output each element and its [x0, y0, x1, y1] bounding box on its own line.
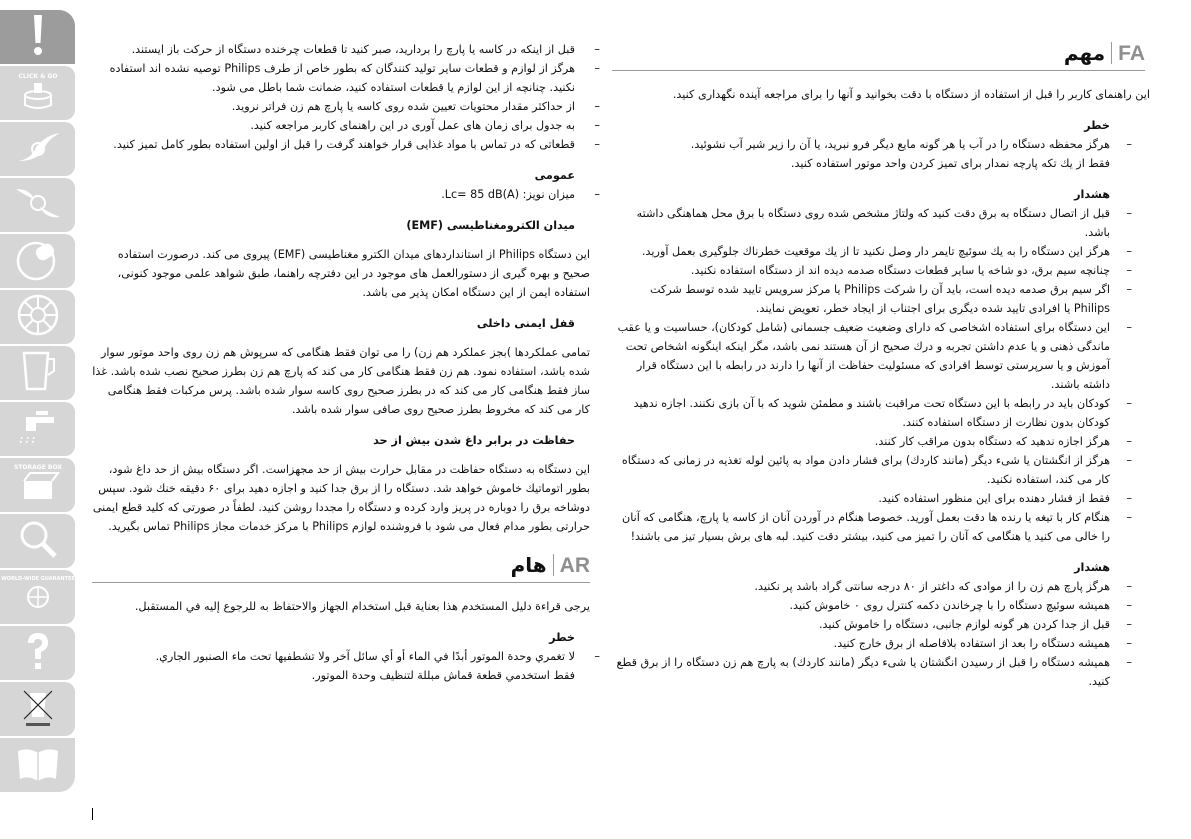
bullet-item: – میزان نویز: Lc= 85 dB(A).: [92, 185, 600, 204]
tap-cleaning-icon: [12, 403, 64, 455]
ar-section-header: [92, 554, 590, 583]
paragraph: این دستگاه Philips از استانداردهای میدان الکترو مغناطیسی (EMF) پیروی می کند. درصورت استفاده صحیح و بهره گیری از دستورالعمل های موجود در این دفترچه راهنما، طبق شواهد علمی موجود کنونی، استفاده ایمن از این دستگاه امکان پذیر می باشد.: [117, 248, 590, 299]
sidebar-tab-storage-box[interactable]: [0, 458, 75, 512]
bullet-item: – این دستگاه برای استفاده اشخاصی که دارای وضعیت ضعیف جسمانی (شامل کودکان)، حساسیت و یا عقب ماندگی ذهنی و یا عدم داشتن تجربه و درك صحیح از آن هستند نمی باشد، مگر اینکه اینگونه اشخاص تحت آموزش و یا سرپرستی توسط افرادی که مسئولیت حفاظت از آنها را دارند در رابطه با این دستگاه قرار داشته باشند.: [612, 318, 1150, 394]
bullet-item: – هنگام کار با تیغه یا رنده ها دقت بعمل آورید. خصوصا هنگام در آوردن آنان از کاسه یا پارچ، هنگامی که آنان را خالی می کنید یا هنگامی که آنان را تمیز می کنید، بیشتر دقت کنید. لبه های برش بسیار تیز می باشند!: [612, 508, 1150, 546]
bullet-item: – هرگز پارچ هم زن را از موادی که داغتر از ۸۰ درجه سانتی گراد باشد پر نکنید.: [612, 577, 1150, 596]
sidebar-tab-manual-book[interactable]: [0, 738, 75, 792]
sidebar-tab-magnifier[interactable]: [0, 514, 75, 568]
sidebar-tab-disposal-crossed-bin[interactable]: [0, 682, 75, 736]
sidebar-tab-tap-cleaning[interactable]: [0, 402, 75, 456]
fa-column-right: [612, 40, 1150, 691]
sidebar-tab-worldwide-guarantee[interactable]: [0, 570, 75, 624]
ar-content: [92, 597, 600, 685]
fa-content-continued: [92, 40, 600, 536]
bullet-item: – فقط از فشار دهنده برای این منظور استفاده کنید.: [612, 489, 1150, 508]
bullet-item: – همیشه سوئیچ دستگاه را با چرخاندن دکمه کنترل روی ۰ خاموش کنید.: [612, 596, 1150, 615]
section-heading: قفل ایمنی داخلی: [476, 317, 575, 330]
header-separator: [553, 554, 554, 576]
disposal-crossed-bin-icon: [12, 683, 64, 735]
bullet-item: – هرگز این دستگاه را به يك سوئیچ تایمر دار وصل نکنید تا از يك موقعیت خطرناك جلوگیری بعمل آورید.: [612, 242, 1150, 261]
section-heading: حفاظت در برابر داغ شدن بیش از حد: [373, 434, 575, 447]
column-left: [92, 40, 600, 685]
bullet-item: – هرگز از لوازم و قطعات سایر تولید کنندگان که بطور خاص از طرف Philips توصیه نشده اند استفاده نکنید. چنانچه از این لوازم یا قطعات استفاده کنید، ضمانت شما باطل می شود.: [92, 59, 600, 97]
section-heading: هشدار: [1074, 188, 1110, 201]
storage-box-label: STORAGE BOX: [13, 464, 62, 471]
bullet-item: – هرگز اجازه ندهید که دستگاه بدون مراقب کار کنند.: [612, 432, 1150, 451]
question-icon: [12, 627, 64, 679]
paragraph: تمامی عملکردها )بجز عملکرد هم زن) را می توان فقط هنگامی که سرپوش هم زن روی واحد موتور سوار شده باشد، استفاده نمود. هم زن فقط هنگامی کار می کند که پارچ هم زن بطرز صحیح نصب شده باشد. غذا ساز فقط هنگامی کار می کند که در بطرز صحیح روی کاسه سوار شده باشد. پرس مرکبات فقط هنگامی کار می کند که مخروط بطرز صحیح روی صافی سوار شده باشد.: [92, 346, 590, 416]
bullet-item: – قبل از جدا کردن هر گونه لوازم جانبی، دستگاه را خاموش کنید.: [612, 615, 1150, 634]
sidebar-tab-click-and-go[interactable]: [0, 66, 75, 120]
bullet-item: – از حداکثر مقدار محتویات تعیین شده روی کاسه یا پارچ هم زن فراتر نروید.: [92, 97, 600, 116]
fa-section-header: [612, 42, 1145, 71]
paragraph: این دستگاه به دستگاه حفاظت در مقابل حرارت بیش از حد مجهزاست. اگر دستگاه بیش از حد داغ شود، بطور اتوماتیك خاموش خواهد شد. دستگاه را از برق جدا کنید و اجازه دهید برای ۶۰ دقیقه خنك شود. سپس دوشاخه برق را دوباره در پریز وارد کرده و دستگاه را مجددا روشن کنید. لطفاً در صورتی که کلید قطع ایمنی حرارتی بطور مدام فعال می شود با فروشنده لوازم Philips با مرکز خدمات مجاز Philips تماس بگیرید.: [92, 463, 590, 533]
click-and-go-label: CLICK & GO: [18, 73, 57, 80]
bullet-item: – کودکان باید در رابطه با این دستگاه تحت مراقبت باشند و مطمئن شوید که با آن بازی نکنند. اجازه ندهید کودکان بدون نظارت از دستگاه استفاده کنند.: [612, 394, 1150, 432]
header-separator: [1111, 42, 1112, 64]
bullet-item: – هرگز محفظه دستگاه را در آب یا هر گونه مایع دیگر فرو نبرید، یا آن را زیر شیر آب نشوئید. فقط از يك تکه پارچه نمدار برای تمیز کردن واحد موتور استفاده کنید.: [612, 135, 1150, 173]
bullet-item: – قطعاتی که در تماس با مواد غذایی قرار خواهند گرفت را قبل از اولین استفاده بطور کامل تمیز کنید.: [92, 135, 600, 154]
ar-language-code: AR: [559, 553, 590, 577]
ar-section-title: هام: [510, 552, 547, 577]
section-heading: خطر: [549, 631, 575, 644]
blender-jug-icon: [12, 347, 64, 399]
sidebar-tab-grater-disc[interactable]: [0, 234, 75, 288]
sidebar-tab-important-exclamation[interactable]: [0, 10, 75, 64]
bullet-item: – هرگز از انگشتان یا شیء دیگر (مانند کاردك) برای فشار دادن مواد به پائین لوله تغذیه در زمانی که دستگاه کار می کند، استفاده نکنید.: [612, 451, 1150, 489]
manual-book-icon: [12, 739, 64, 791]
click-and-go-icon: [12, 67, 64, 119]
sidebar-tab-slicing-disc[interactable]: [0, 290, 75, 344]
important-exclamation-icon: [12, 11, 64, 63]
section-heading: خطر: [1084, 119, 1110, 132]
fa-section-title: مهم: [1063, 40, 1106, 65]
bullet-item: – قبل از اینکه در کاسه یا پارچ را بردارید، صبر کنید تا قطعات چرخنده دستگاه از حرکت باز ایستند.: [92, 40, 600, 59]
fa-content: [612, 85, 1150, 691]
section-heading: هشدار: [1074, 561, 1110, 574]
section-tabs-sidebar: [0, 10, 75, 794]
sidebar-tab-blade[interactable]: [0, 122, 75, 176]
bullet-item: – همیشه دستگاه را قبل از رسیدن انگشتان یا شیء دیگر (مانند کاردك) به پارچ هم زن دستگاه را از برق قطع کنید.: [612, 653, 1150, 691]
grater-disc-icon: [12, 235, 64, 287]
crop-mark: [92, 808, 93, 820]
fa-language-code: FA: [1118, 41, 1145, 65]
sidebar-tab-blender-jug[interactable]: [0, 346, 75, 400]
worldwide-guarantee-icon: [0, 571, 75, 623]
magnifier-icon: [12, 515, 64, 567]
section-heading: عمومی: [534, 169, 575, 182]
blade-icon: [12, 123, 64, 175]
bullet-item: – اگر سیم برق صدمه دیده است، باید آن را شرکت Philips یا مرکز سرویس تایید شده توسط شرکت Philips یا افرادی تایید شده دیگری برای اجتناب از ایجاد خطر، تعویض نمایند.: [612, 280, 1150, 318]
sidebar-tab-question[interactable]: [0, 626, 75, 680]
storage-box-icon: [12, 459, 64, 511]
sidebar-tab-double-blade[interactable]: [0, 178, 75, 232]
double-blade-icon: [12, 179, 64, 231]
slicing-disc-icon: [12, 291, 64, 343]
paragraph: يرجى قراءة دليل المستخدم هذا بعناية قبل استخدام الجهاز والاحتفاظ به للرجوع إليه في المستقبل.: [134, 600, 590, 613]
bullet-item: – قبل از اتصال دستگاه به برق دقت کنید که ولتاژ مشخص شده روی دستگاه با برق محل هماهنگی داشته باشد.: [612, 204, 1150, 242]
section-heading: میدان الکترومغناطیسی (EMF): [406, 219, 575, 232]
paragraph: این راهنمای کاربر را قبل از استفاده از دستگاه با دقت بخوانید و آنها را برای مراجعه آینده نگهداری کنید.: [672, 88, 1150, 101]
bullet-item: – لا تغمري وحدة الموتور أبدًا في الماء أو أي سائل آخر ولا تشطفيها تحت ماء الصنبور الجاري. فقط استخدمي قطعة قماش مبللة لتنظيف وحدة الموتور.: [92, 647, 600, 685]
bullet-item: – چنانچه سیم برق، دو شاخه یا سایر قطعات دستگاه صدمه دیده اند از دستگاه استفاده نکنید.: [612, 261, 1150, 280]
worldwide-guarantee-label: WORLD-WIDE GUARANTEE: [0, 576, 75, 582]
bullet-item: – همیشه دستگاه را بعد از استفاده بلافاصله از برق خارج کنید.: [612, 634, 1150, 653]
bullet-item: – به جدول برای زمان های عمل آوری در این راهنمای کاربر مراجعه کنید.: [92, 116, 600, 135]
